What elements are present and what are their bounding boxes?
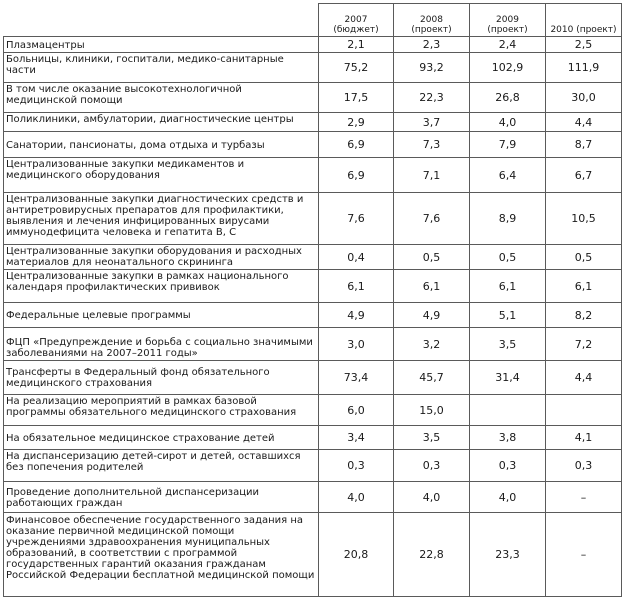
cell-2010: 4,4: [546, 113, 622, 132]
cell-2010: 6,1: [546, 270, 622, 303]
cell-2008: 7,3: [394, 132, 470, 158]
cell-2010: –: [546, 513, 622, 597]
cell-2007: 0,4: [319, 245, 394, 270]
row-label: Централизованные закупки медикаментов и медицинского оборудования: [4, 158, 319, 193]
cell-2009: 2,4: [470, 37, 546, 53]
table-row: [4, 245, 622, 270]
table-row: [4, 361, 622, 395]
budget-table-container: [3, 3, 622, 597]
row-label: На диспансеризацию детей-сирот и детей, оставшихся без попечения родителей: [4, 450, 319, 482]
row-label: Плазмацентры: [4, 37, 319, 53]
row-label: На реализацию мероприятий в рамках базовой программы обязательного медицинского страхования: [4, 395, 319, 426]
cell-2007: 6,1: [319, 270, 394, 303]
table-row: [4, 83, 622, 113]
cell-2008: 0,3: [394, 450, 470, 482]
cell-2008: 22,8: [394, 513, 470, 597]
cell-2009: 6,4: [470, 158, 546, 193]
cell-2008: 7,6: [394, 193, 470, 245]
cell-2008: 93,2: [394, 53, 470, 83]
row-label: Трансферты в Федеральный фонд обязательного медицинского страхования: [4, 361, 319, 395]
header-2007: 2007 (бюджет): [319, 4, 394, 37]
table-row: [4, 513, 622, 597]
cell-2008: 3,7: [394, 113, 470, 132]
table-row: [4, 303, 622, 328]
cell-2010: –: [546, 482, 622, 513]
cell-2008: 45,7: [394, 361, 470, 395]
row-label: Централизованные закупки оборудования и расходных материалов для неонатального скрининга: [4, 245, 319, 270]
cell-2008: 15,0: [394, 395, 470, 426]
row-label: Больницы, клиники, госпитали, медико-санитарные части: [4, 53, 319, 83]
cell-2008: 2,3: [394, 37, 470, 53]
row-label: Централизованные закупки в рамках национального календаря профилактических прививок: [4, 270, 319, 303]
row-label: Санатории, пансионаты, дома отдыха и турбазы: [4, 132, 319, 158]
cell-2007: 2,1: [319, 37, 394, 53]
cell-2010: 4,4: [546, 361, 622, 395]
cell-2009: 3,5: [470, 328, 546, 361]
cell-2008: 4,9: [394, 303, 470, 328]
row-label: Федеральные целевые программы: [4, 303, 319, 328]
table-row: [4, 270, 622, 303]
header-2010: 2010 (проект): [546, 4, 622, 37]
cell-2007: 20,8: [319, 513, 394, 597]
table-row: [4, 426, 622, 450]
row-label: Проведение дополнительной диспансеризации работающих граждан: [4, 482, 319, 513]
cell-2007: 4,0: [319, 482, 394, 513]
table-row: [4, 53, 622, 83]
cell-2008: 6,1: [394, 270, 470, 303]
row-label: Централизованные закупки диагностических средств и антиретровирусных препаратов для профилактики, выявления и лечения инфицированных вирусами иммунодефицита человека и гепатита B, C: [4, 193, 319, 245]
cell-2010: 6,7: [546, 158, 622, 193]
cell-2009: 8,9: [470, 193, 546, 245]
cell-2009: 0,5: [470, 245, 546, 270]
table-row: [4, 113, 622, 132]
cell-2007: 2,9: [319, 113, 394, 132]
cell-2008: 0,5: [394, 245, 470, 270]
cell-2007: 75,2: [319, 53, 394, 83]
cell-2007: 6,0: [319, 395, 394, 426]
table-row: [4, 193, 622, 245]
cell-2008: 3,5: [394, 426, 470, 450]
budget-table: [3, 3, 622, 597]
table-row: [4, 482, 622, 513]
cell-2008: 3,2: [394, 328, 470, 361]
cell-2007: 7,6: [319, 193, 394, 245]
cell-2009: 4,0: [470, 482, 546, 513]
cell-2009: 0,3: [470, 450, 546, 482]
header-blank-cell: [4, 4, 319, 37]
cell-2009: 3,8: [470, 426, 546, 450]
cell-2010: 0,5: [546, 245, 622, 270]
table-row: [4, 132, 622, 158]
header-row: [4, 4, 622, 37]
row-label: На обязательное медицинское страхование детей: [4, 426, 319, 450]
cell-2007: 3,0: [319, 328, 394, 361]
cell-2009: 26,8: [470, 83, 546, 113]
table-row: [4, 328, 622, 361]
row-label: ФЦП «Предупреждение и борьба с социально значимыми заболеваниями на 2007–2011 годы»: [4, 328, 319, 361]
table-row: [4, 37, 622, 53]
table-row: [4, 450, 622, 482]
cell-2009: 23,3: [470, 513, 546, 597]
cell-2009: 7,9: [470, 132, 546, 158]
cell-2008: 7,1: [394, 158, 470, 193]
cell-2010: 8,7: [546, 132, 622, 158]
cell-2007: 6,9: [319, 158, 394, 193]
table-row: [4, 395, 622, 426]
cell-2009: 4,0: [470, 113, 546, 132]
cell-2010: 0,3: [546, 450, 622, 482]
cell-2010: 10,5: [546, 193, 622, 245]
cell-2010: 4,1: [546, 426, 622, 450]
table-row: [4, 158, 622, 193]
cell-2009: 6,1: [470, 270, 546, 303]
cell-2010: 111,9: [546, 53, 622, 83]
cell-2007: 0,3: [319, 450, 394, 482]
cell-2008: 22,3: [394, 83, 470, 113]
header-2009: 2009 (проект): [470, 4, 546, 37]
cell-2007: 6,9: [319, 132, 394, 158]
cell-2007: 3,4: [319, 426, 394, 450]
cell-2008: 4,0: [394, 482, 470, 513]
row-label: Поликлиники, амбулатории, диагностические центры: [4, 113, 319, 132]
cell-2010: 7,2: [546, 328, 622, 361]
cell-2009: 5,1: [470, 303, 546, 328]
row-label: Финансовое обеспечение государственного задания на оказание первичной медицинской помощи учреждениями здравоохранения муниципальных образований, в соответствии с программой государственных гарантий оказания гражданам Российской Федерации бесплатной медицинской помощи: [4, 513, 319, 597]
row-label: В том числе оказание высокотехнологичной медицинской помощи: [4, 83, 319, 113]
cell-2007: 4,9: [319, 303, 394, 328]
cell-2010: 30,0: [546, 83, 622, 113]
cell-2007: 73,4: [319, 361, 394, 395]
cell-2009: 102,9: [470, 53, 546, 83]
cell-2010: [546, 395, 622, 426]
header-2008: 2008 (проект): [394, 4, 470, 37]
cell-2009: 31,4: [470, 361, 546, 395]
cell-2009: [470, 395, 546, 426]
cell-2010: 2,5: [546, 37, 622, 53]
cell-2007: 17,5: [319, 83, 394, 113]
cell-2010: 8,2: [546, 303, 622, 328]
